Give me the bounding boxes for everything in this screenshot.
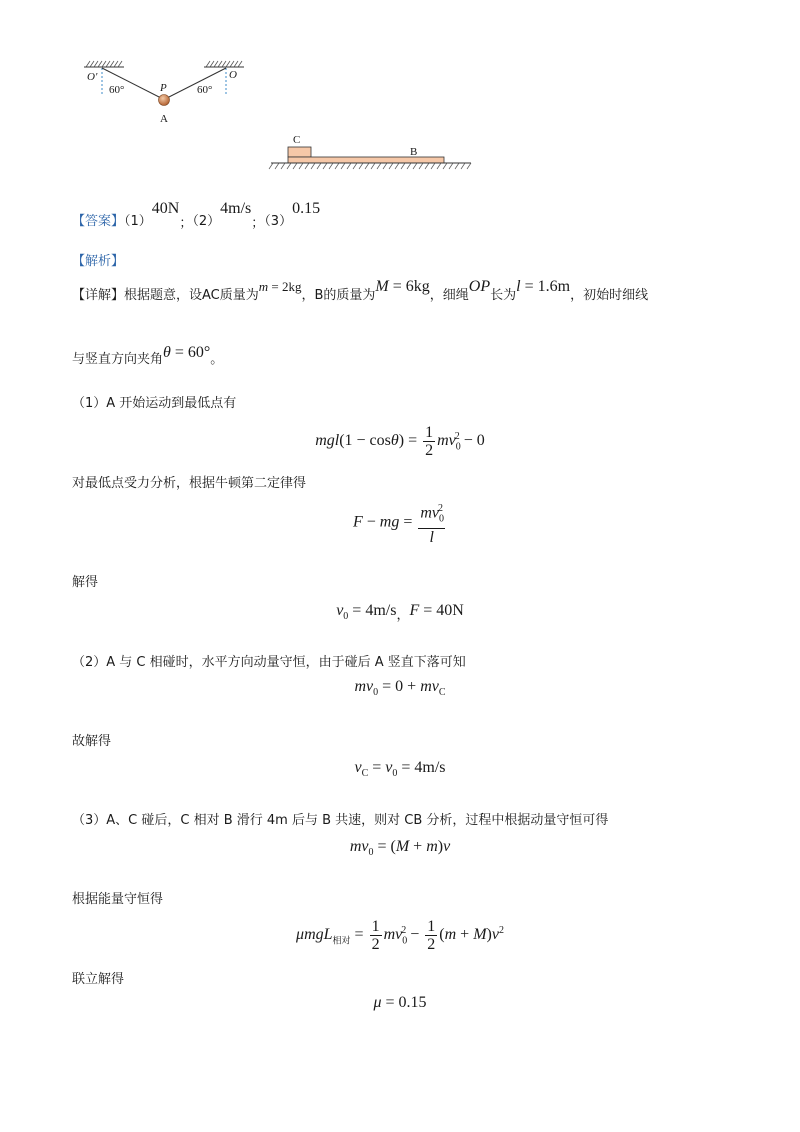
answer-sep-2: ； (251, 216, 265, 231)
mu-result: = 0.15 (385, 994, 427, 1011)
label-p: P (160, 82, 167, 94)
label-c: C (293, 134, 301, 146)
angle-right: 60° (197, 84, 213, 96)
detail-text-7: 。 (210, 352, 224, 367)
var-op: OP (468, 278, 491, 295)
eq-momentum-1: $mv_0 = 0 + mv_C$ (354, 678, 446, 699)
part3-joint-text: 联立解得 (72, 972, 125, 987)
sub-relative: 相对 (332, 936, 351, 947)
answer-part1-label: （1） (124, 214, 152, 229)
eq-momentum-2: $mv_0 = (M + m)v$ (349, 838, 451, 859)
val-l: = 1.6m (520, 278, 571, 295)
analysis-tag: 【解析】 (72, 254, 125, 269)
answer-value-3: 0.15 (292, 200, 321, 217)
detail-text-1: 根据题意，设AC质量为 (124, 288, 259, 303)
eq-energy-1: mgl(1 − cosθ) = $\frac{1}{2}$ $mv_0^2 - 0$ (315, 424, 485, 459)
var-theta: θ (163, 344, 171, 361)
detail-text-4: 长为 (490, 288, 517, 303)
block-c (288, 147, 311, 157)
part2-title: （2）A 与 C 相碰时，水平方向动量守恒，由于碰后 A 竖直下落可知 (72, 655, 466, 670)
v0-result: = 4m/s (352, 602, 397, 619)
f-result: = 40N (423, 602, 464, 619)
detail-text-3: ，细绳 (429, 288, 469, 303)
detail-text-5: ，初始时细线 (570, 288, 649, 303)
var-M: M (375, 278, 389, 295)
part1-solve-text: 解得 (72, 575, 99, 590)
answer-line (72, 198, 321, 231)
label-o-prime: O' (87, 71, 98, 83)
ball-A (159, 95, 170, 106)
angle-left: 60° (109, 84, 125, 96)
answer-sep-1: ； (179, 216, 193, 231)
vc-result: = 4m/s (401, 759, 446, 776)
detail-line-1 (72, 276, 649, 303)
label-o: O (229, 69, 237, 81)
val-theta: = 60° (170, 344, 211, 361)
part3-energy-text: 根据能量守恒得 (72, 892, 164, 907)
part2-solve-text: 故解得 (72, 734, 112, 749)
detail-text-2: ，B的质量为 (301, 288, 376, 303)
detail-text-6: 与竖直方向夹角 (72, 352, 164, 367)
detail-tag: 【详解】 (72, 288, 125, 303)
plank-b (288, 157, 444, 163)
eq-result-2: $v_C = v_0 = 4m/s$ (354, 759, 446, 780)
val-m: = 2kg (268, 279, 302, 294)
label-a: A (160, 113, 168, 125)
eq-newton: F − mg = $\frac{mv_0^2}{l}$ (0, 500, 800, 546)
eq-result-1: $v_0 = 4m/s_,F = 40N$ (336, 602, 464, 623)
answer-value-2: 4m/s (220, 200, 252, 217)
var-m: m (258, 279, 269, 294)
answer-part3-label: （3） (264, 214, 293, 229)
detail-line-2 (72, 342, 224, 367)
part3-title: （3）A、C 碰后，C 相对 B 滑行 4m 后与 B 共速，则对 CB 分析，过程中根据动量守恒可得 (72, 813, 609, 828)
label-b: B (410, 146, 418, 158)
part1-force-text: 对最低点受力分析，根据牛顿第二定律得 (72, 476, 307, 491)
val-M: = 6kg (388, 278, 430, 295)
part1-title: （1）A 开始运动到最低点有 (72, 396, 237, 411)
eq-result-3: μ = 0.15 (373, 994, 427, 1011)
eq-energy-2: μmgL$_{相对}$ = $\frac{1}{2}$ $mv_0^2$ − $\frac{1}{2}$ $(m + M)v^2$ (296, 918, 504, 953)
block-plank-figure (265, 128, 480, 174)
var-l: l (516, 278, 521, 295)
answer-value-1: 40N (151, 200, 180, 217)
pendulum-figure (80, 56, 255, 126)
answer-tag: 【答案】 (72, 214, 125, 229)
answer-part2-label: （2） (192, 214, 221, 229)
